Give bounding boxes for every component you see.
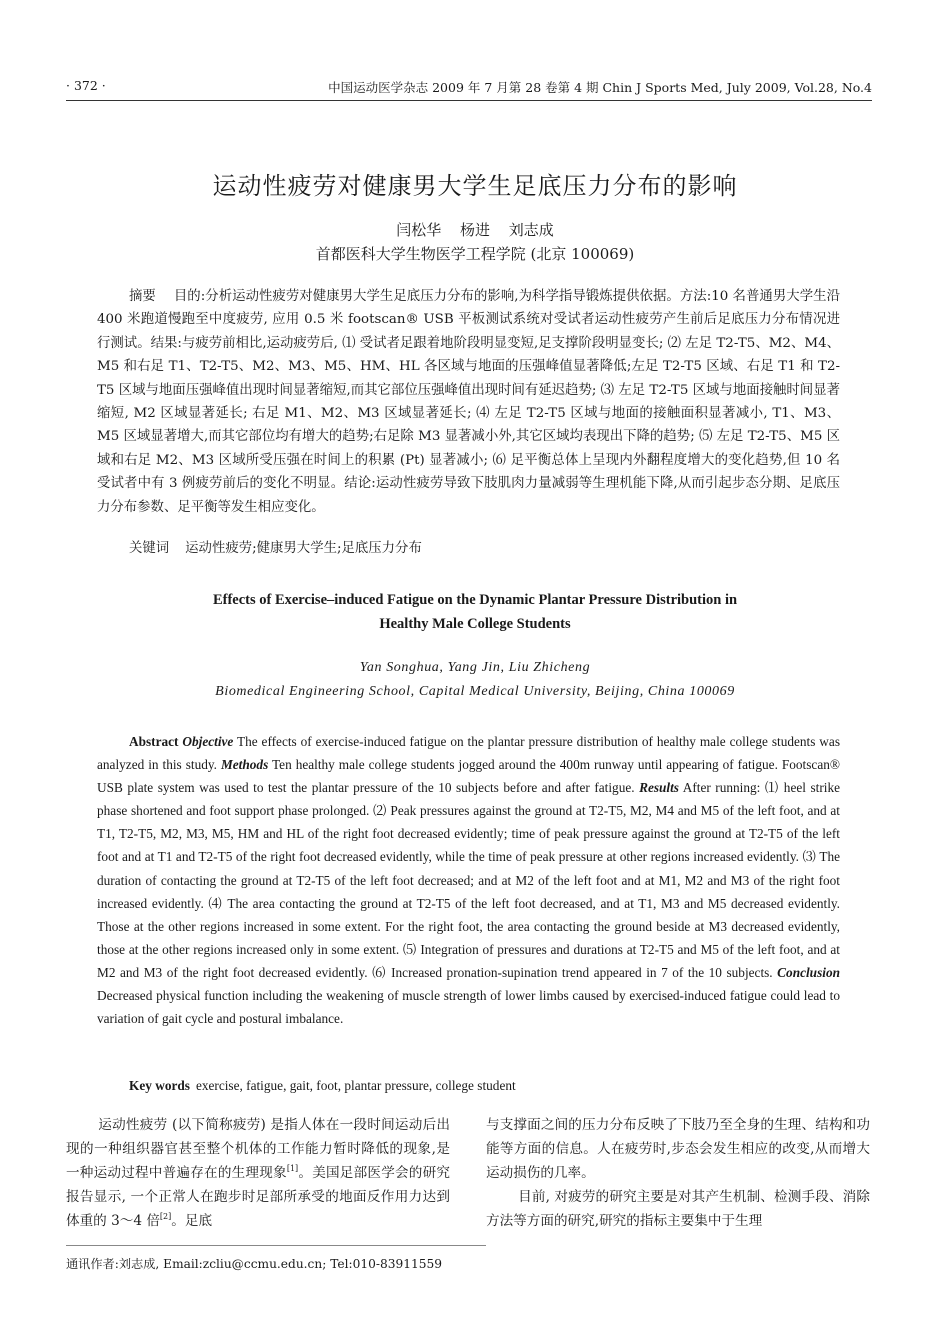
- keywords-cn: [129, 537, 422, 556]
- keywords-en: [129, 1078, 516, 1094]
- article-title-en-line2: Healthy Male College Students: [379, 616, 571, 632]
- affiliation-cn: 首都医科大学生物医学工程学院 (北京 100069): [315, 245, 635, 263]
- journal-citation: 中国运动医学杂志 2009 年 7 月第 28 卷第 4 期 Chin J Sports Med, July 2009, Vol.28, No.4: [328, 80, 872, 95]
- intro-text-part2: 。美国足部医学会的研究报告显示, 一个正常人在跑步时足部所承受的地面反作用力达到体重的 3～4 倍: [66, 1165, 451, 1229]
- article-title-en: [0, 588, 950, 636]
- abstract-en: [97, 730, 840, 1030]
- affiliation-en: Biomedical Engineering School, Capital Medical University, Beijing, China 100069: [215, 684, 735, 699]
- body-column-right: [486, 1113, 870, 1233]
- keywords-en-label: Key words: [129, 1078, 190, 1093]
- conclusion-text: Decreased physical function including the weakening of muscle strength of lower limbs caused by exercised-induced fatigue could lead to variation of gait cycle and postural imbalance.: [97, 988, 840, 1027]
- corresponding-author-footnote: 通讯作者:刘志成, Email:zcliu@ccmu.edu.cn; Tel:010-83911559: [66, 1257, 443, 1271]
- keywords-cn-text: 运动性疲劳;健康男大学生;足底压力分布: [185, 541, 422, 556]
- results-label: Results: [639, 780, 679, 796]
- keywords-cn-label: 关键词: [129, 541, 170, 556]
- conclusion-label: Conclusion: [777, 964, 840, 980]
- body-column-left: [66, 1113, 450, 1233]
- citation-ref-1[interactable]: [1]: [286, 1164, 299, 1173]
- abstract-cn-text: 目的:分析运动性疲劳对健康男大学生足底压力分布的影响,为科学指导锻炼提供依据。方法:10 名普通男大学生沿 400 米跑道慢跑至中度疲劳, 应用 0.5 米 footscan® USB 平板测试系统对受试者运动性疲劳产生前后足底压力分布情况进行测试。结果:与疲劳前相比,运动疲劳后, ⑴ 受试者足跟着地阶段明显变短,足支撑阶段明显变长; ⑵ 左足 T2-T5、M2、M4、M5 和右足 T1、T2-T5、M2、M3、M5、HM、HL 各区域与地面的压强峰值显著降低;左足 T2-T5 区域、右足 T1 和 T2-T5 区域与地面压强峰值出现时间显著缩短,而其它部位压强峰值出现时间有延迟趋势; ⑶ 左足 T2-T5 区域与地面接触时间显著缩短, M2 区域显著延长; 右足 M1、M2、M3 区域显著延长; ⑷ 左足 T2-T5 区域与地面的接触面积显著减小, T1、M3、M5 区域显著增大,而其它部位均有增大的趋势;右足除 M3 显著减小外,其它区域均表现出下降的趋势; ⑸ 左足 T2-T5、M5 区域和右足 M2、M3 区域所受压强在时间上的积累 (Pt) 显著减小; ⑹ 足平衡总体上呈现内外翻程度增大的变化趋势,但 10 名受试者中有 3 例疲劳前后的变化不明显。结论:运动性疲劳导致下肢肌肉力量减弱等生理机能下降,从而引起步态分期、足底压力分布参数、足平衡等发生相应变化。: [97, 289, 840, 515]
- objective-label: Objective: [182, 734, 234, 749]
- methods-text: Ten healthy male college students jogged around the 400m runway until appearing of fatigue. Footscan® USB plate system was used to test the plantar pressure of the 10 subjects before and after fatigue.: [97, 757, 840, 796]
- abstract-en-label: Abstract: [129, 734, 179, 749]
- intro-text-part3: 。足底: [171, 1213, 213, 1229]
- intro-text-part1: 运动性疲劳 (以下简称疲劳) 是指人体在一段时间运动后出现的一种组织器官甚至整个机体的工作能力暂时降低的现象,是一种运动过程中普遍存在的生理现象: [66, 1117, 450, 1181]
- footnote-divider: [66, 1245, 486, 1246]
- methods-label: Methods: [220, 757, 269, 773]
- authors-cn: 闫松华 杨进 刘志成: [396, 221, 554, 239]
- authors-en: Yan Songhua, Yang Jin, Liu Zhicheng: [359, 660, 591, 675]
- article-title-cn: 运动性疲劳对健康男大学生足底压力分布的影响: [212, 172, 738, 200]
- abstract-cn: [97, 285, 840, 519]
- citation-ref-2[interactable]: [2]: [159, 1212, 172, 1221]
- page-number: · 372 ·: [66, 78, 106, 93]
- abstract-cn-label: 摘要: [129, 289, 156, 304]
- keywords-en-text: exercise, fatigue, gait, foot, plantar pressure, college student: [195, 1078, 516, 1093]
- objective-text: The effects of exercise-induced fatigue on the plantar pressure distribution of healthy male college students was analyzed in this study.: [97, 734, 840, 773]
- intro-text-right-para1: 与支撑面之间的压力分布反映了下肢乃至全身的生理、结构和功能等方面的信息。人在疲劳时,步态会发生相应的改变,从而增大运动损伤的几率。: [486, 1117, 870, 1181]
- article-title-en-line1: Effects of Exercise–induced Fatigue on the Dynamic Plantar Pressure Distribution in: [212, 592, 738, 608]
- running-header: [66, 78, 872, 101]
- results-text: After running: ⑴ heel strike phase shortened and foot support phase prolonged. ⑵ Peak pressures against the ground at T2-T5, M2, M4 and M5 of the left foot, and at T1, T2-T5, M2, M3, M5, HM and HL of the right foot decreased evidently; time of peak pressure against the ground at T2-T5 of the left foot and at T1 and T2-T5 of the right foot decreased evidently, while the time of peak pressure at other regions increased evidently. ⑶ The duration of contacting the ground at T2-T5 of the left foot decreased; and at M2 of the left foot and at M1, M2 and M3 of the right foot increased evidently. ⑷ The area contacting the ground at T2-T5 of the left foot decreased, and at T1, M3 and M5 decreased evidently. Those at the other regions increased in some extent. For the right foot, the area contacting the ground beside at M3 decreased evidently, those at the other regions increased only in some extent. ⑸ Integration of pressures and durations at T2-T5 and M5 of the left foot, and at M2 and M3 of the right foot decreased evidently. ⑹ Increased pronation-supination trend appeared in 7 of the 10 subjects.: [97, 780, 840, 980]
- intro-text-right-para2: 目前, 对疲劳的研究主要是对其产生机制、检测手段、消除方法等方面的研究,研究的指标主要集中于生理: [486, 1189, 870, 1229]
